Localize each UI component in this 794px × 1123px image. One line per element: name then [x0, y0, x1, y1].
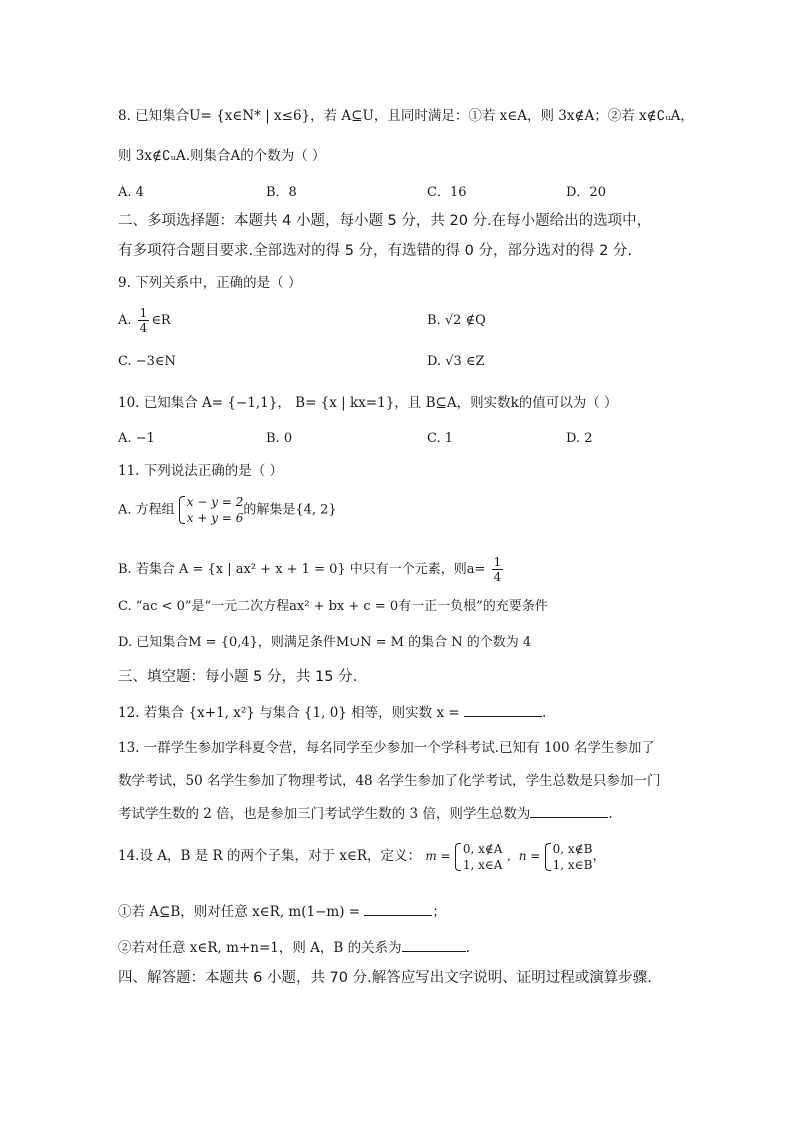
q14-part2: [118, 938, 470, 958]
q14-n-case2: 1, x∈B: [552, 857, 593, 872]
q9-option-a-rest: ∈R: [151, 313, 171, 328]
q11-equation-1: x − y = 2: [186, 495, 244, 509]
q8-option-d: D．20: [566, 185, 606, 200]
q14-m-label: m =: [425, 849, 451, 863]
q11-option-b-fraction: [492, 555, 504, 584]
q13-line1: 13. 一群学生参加学科夏令营，每名同学至少参加一个学科考试.已知有 100 名学生参加了: [118, 740, 655, 756]
q13-line3-text: 考试学生数的 2 倍，也是参加三门考试学生数的 3 倍，则学生总数为: [118, 806, 531, 822]
q9-a-numerator: 1: [139, 306, 148, 320]
q8-option-c: C．16: [427, 185, 467, 200]
q9-option-b: B. √2 ∉Q: [427, 313, 486, 328]
q14-n-end: ，: [592, 848, 606, 864]
q14-m-case2: 1, x∈A: [462, 857, 503, 872]
q9-option-a-fraction: [138, 306, 150, 335]
q11-stem: 11. 下列说法正确的是（ ）: [118, 463, 284, 479]
q9-stem: 9. 下列关系中，正确的是（ ）: [118, 275, 302, 291]
q11-option-d: D. 已知集合M = {0,4}，则满足条件M∪N = M 的集合 N 的个数为 4: [118, 635, 532, 650]
q11-option-b: [118, 555, 505, 584]
q10-stem: 10. 已知集合 A= {−1,1}， B= {x | kx=1}，且 B⊆A，则实数k的值可以为（ ）: [118, 395, 618, 411]
q11-option-b-text: B. 若集合 A = {x | ax² + x + 1 = 0} 中只有一个元素，则a=: [118, 562, 486, 577]
q14-n-label: ，n =: [506, 849, 541, 863]
q14-part2-end: .: [465, 940, 470, 956]
q14-part1-blank[interactable]: [364, 903, 432, 916]
q8-option-b: B．8: [266, 185, 297, 200]
q11-b-denominator: 4: [493, 570, 502, 584]
q14-n-case1: 0, x∉B: [552, 841, 593, 856]
q13-answer-blank[interactable]: [530, 805, 608, 818]
q13-line2: 数学考试，50 名学生参加了物理考试，48 名学生参加了化学考试，学生总数是只参加一门: [118, 773, 661, 789]
q14-part1: [118, 902, 446, 922]
q8-line1: 8. 已知集合U= {x∈N* | x≤6}，若 A⊆U，且同时满足：①若 x∈A，则 3x∉A；②若 x∉∁ᵤA，: [118, 108, 694, 124]
q12-answer-blank[interactable]: [464, 704, 542, 717]
q11-option-c: C. “ac < 0”是“一元二次方程ax² + bx + c = 0有一正一负根”的充要条件: [118, 599, 548, 614]
q10-option-b: B. 0: [266, 431, 293, 446]
q8-line2: 则 3x∉∁ᵤA.则集合A的个数为（ ）: [118, 148, 326, 164]
q9-option-a-label: A.: [118, 313, 132, 328]
q11-option-a-label: A. 方程组: [118, 502, 175, 518]
q13-line3: [118, 804, 613, 824]
q14-m-cases: [455, 841, 503, 873]
q8-option-a: A. 4: [118, 185, 144, 200]
q10-option-c: C. 1: [427, 431, 454, 446]
q14-intro: 14.设 A，B 是 R 的两个子集，对于 x∈R，定义：: [118, 848, 422, 864]
q11-equation-system: [179, 494, 244, 526]
q11-option-a: [118, 494, 337, 526]
q14-part2-text: ②若对任意 x∈R, m+n=1，则 A，B 的关系为: [118, 940, 402, 956]
q14-part1-text: ①若 A⊆B，则对任意 x∈R, m(1−m) =: [118, 904, 361, 920]
q11-option-a-rest: 的解集是{4, 2}: [243, 502, 337, 518]
q14-m-case1: 0, x∉A: [462, 841, 503, 856]
q12-end: .: [541, 705, 547, 721]
q13-end: .: [608, 806, 613, 822]
q12: [118, 703, 546, 723]
q9-option-c: C. −3∈N: [118, 354, 176, 369]
q14-part2-blank[interactable]: [402, 939, 466, 952]
q11-b-numerator: 1: [493, 555, 502, 569]
q9-a-denominator: 4: [139, 321, 148, 335]
q10-option-d: D. 2: [566, 431, 593, 446]
section4-title: 四、解答题：本题共 6 小题，共 70 分.解答应写出文字说明、证明过程或演算步骤.: [118, 970, 652, 986]
q12-text: 12. 若集合 {x+1, x²} 与集合 {1, 0} 相等，则实数 x =: [118, 705, 460, 721]
q9-option-d: D. √3 ∈Z: [427, 354, 485, 369]
q14-n-cases: [545, 841, 593, 873]
section3-title: 三、填空题：每小题 5 分，共 15 分.: [118, 669, 358, 685]
section2-line2: 有多项符合题目要求.全部选对的得 5 分，有选错的得 0 分，部分选对的得 2 分.: [118, 243, 633, 259]
q14-part1-end: ；: [432, 904, 446, 920]
section2-line1: 二、多项选择题：本题共 4 小题，每小题 5 分，共 20 分.在每小题给出的选项中，: [118, 213, 652, 229]
q10-option-a: A. −1: [118, 431, 155, 446]
q14-definition: [118, 836, 606, 876]
q11-equation-2: x + y = 6: [186, 511, 244, 525]
q9-option-a: [118, 306, 171, 335]
